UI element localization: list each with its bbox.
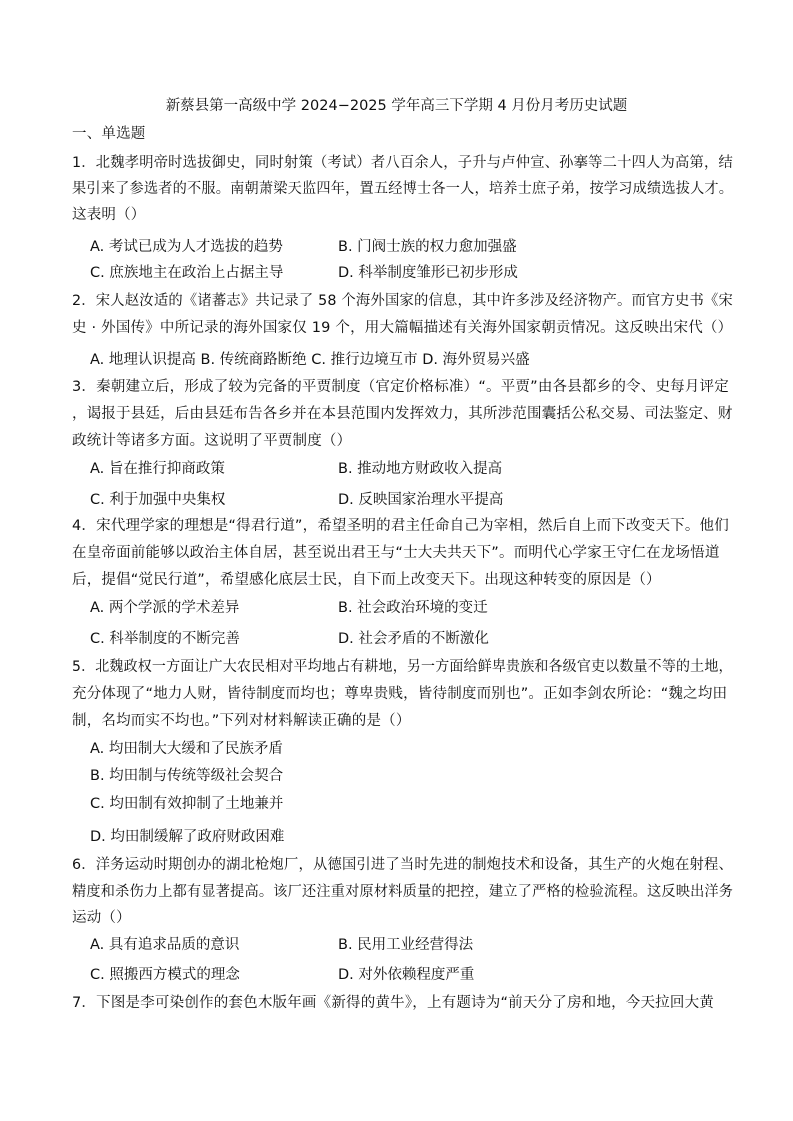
q6-option-b: B. 民用工业经营得法 [338,937,474,953]
q2-options: A. 地理认识提高 B. 传统商路断绝 C. 推行边境互市 D. 海外贸易兴盛 [90,352,530,368]
q6-option-d: D. 对外依赖程度严重 [338,967,475,983]
q4-option-a: A. 两个学派的学术差异 [90,600,240,616]
q3-option-d: D. 反映国家治理水平提高 [338,492,504,508]
q5-line-1: 5．北魏政权一方面让广大农民相对平均地占有耕地，另一方面给鲜卑贵族和各级官吏以数量不等的土地， [72,659,733,675]
q3-line-2: ，谒报于县廷，后由县廷布告各乡并在本县范围内发挥效力，其所涉范围囊括公私交易、司法鉴定、财 [72,406,733,422]
q7-line-1: 7．下图是李可染创作的套色木版年画《新得的黄牛》，上有题诗为“前天分了房和地，今天拉回大黄 [72,995,714,1011]
q1-option-b: B. 门阀士族的权力愈加强盛 [338,239,517,255]
exam-title: 新蔡县第一高级中学 2024−2025 学年高三下学期 4 月份月考历史试题 [165,98,628,114]
q6-option-c: C. 照搬西方模式的理念 [90,967,240,983]
q4-line-3: 后，提倡“觉民行道”，希望感化底层士民，自下而上改变天下。出现这种转变的原因是（） [72,572,661,588]
q2-line-2: 史 · 外国传》中所记录的海外国家仅 19 个，用大篇幅描述有关海外国家朝贡情况。这反映出宋代（） [72,320,733,336]
q2-line-1: 2．宋人赵汝适的《诸蕃志》共记录了 58 个海外国家的信息，其中许多涉及经济物产。而官方史书《宋 [72,293,734,309]
q4-line-2: 在皇帝面前能够以政治主体自居，甚至说出君王与“士大夫共天下”。而明代心学家王守仁在龙场悟道 [72,545,720,561]
q4-option-b: B. 社会政治环境的变迁 [338,600,488,616]
q3-option-b: B. 推动地方财政收入提高 [338,461,503,477]
q1-line-2: 果引来了参选者的不服。南朝萧梁天监四年，置五经博士各一人，培养士庶子弟，按学习成绩选拔人才。 [72,181,734,197]
q3-line-1: 3．秦朝建立后，形成了较为完备的平贾制度（官定价格标准）“。平贾”由各县都乡的令、史每月评定 [72,379,729,395]
section-heading: 一、单选题 [72,126,146,142]
q1-option-c: C. 庶族地主在政治上占据主导 [90,265,284,281]
q5-option-d: D. 均田制缓解了政府财政困难 [90,829,285,845]
q4-option-d: D. 社会矛盾的不断激化 [338,631,489,647]
q1-option-d: D. 科举制度雏形已初步形成 [338,265,518,281]
q4-option-c: C. 科举制度的不断完善 [90,631,240,647]
q3-line-3: 政统计等诸多方面。这说明了平贾制度（） [72,433,352,449]
q6-line-3: 运动（） [72,910,131,926]
q1-line-3: 这表明（） [72,207,146,223]
q3-option-c: C. 利于加强中央集权 [90,492,226,508]
q5-option-c: C. 均田制有效抑制了土地兼并 [90,796,284,812]
q1-line-1: 1．北魏孝明帝时选拔御史，同时射策（考试）者八百余人，子升与卢仲宣、孙搴等二十四人为高第，结 [72,155,733,171]
q6-line-1: 6．洋务运动时期创办的湖北枪炮厂，从德国引进了当时先进的制炮技术和设备，其生产的火炮在射程、 [72,857,733,873]
q5-line-2: 充分体现了“地力人财，皆待制度而均也；尊卑贵贱，皆待制度而别也”。正如李剑农所论：“魏之均田 [72,686,728,702]
q6-option-a: A. 具有追求品质的意识 [90,937,240,953]
q5-line-3: 制，名均而实不均也。”下列对材料解读正确的是（） [72,713,411,729]
q1-option-a: A. 考试已成为人才选拔的趋势 [90,239,283,255]
q5-option-a: A. 均田制大大缓和了民族矛盾 [90,741,283,757]
q3-option-a: A. 旨在推行抑商政策 [90,461,225,477]
q6-line-2: 精度和杀伤力上都有显著提高。该厂还注重对原材料质量的把控，建立了严格的检验流程。这反映出洋务 [72,884,734,900]
q5-option-b: B. 均田制与传统等级社会契合 [90,768,284,784]
q4-line-1: 4．宋代理学家的理想是“得君行道”，希望圣明的君主任命自己为宰相，然后自上而下改变天下。他们 [72,518,729,534]
